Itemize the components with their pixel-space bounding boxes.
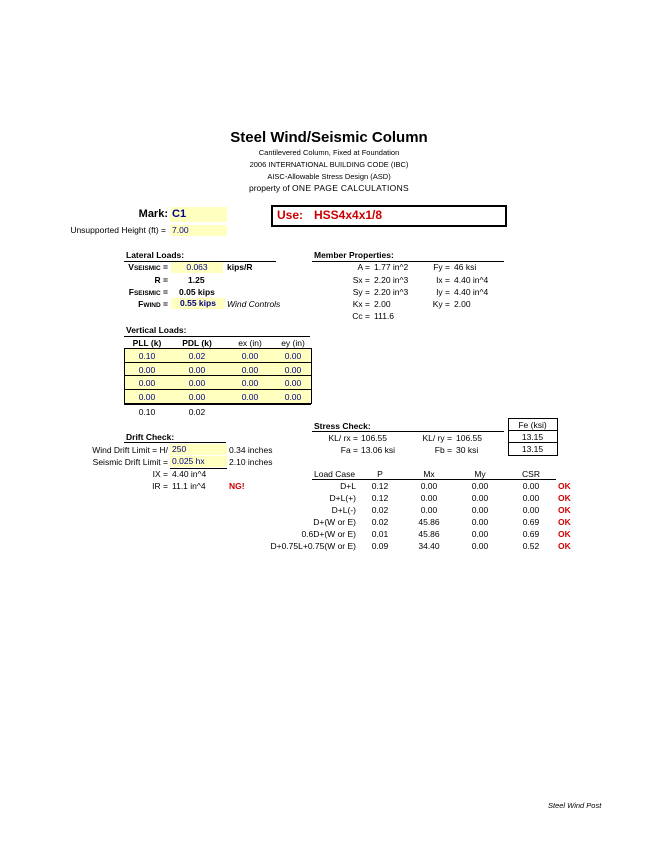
kl-ry-value: 106.55	[456, 433, 482, 443]
lc-mx: 34.40	[418, 541, 440, 551]
subtitle-method: AISC-Allowable Stress Design (ASD)	[267, 172, 391, 181]
vl-total-pdl: 0.02	[188, 407, 206, 417]
lc-p: 0.12	[371, 493, 389, 503]
prop-iy-label: Iy =	[436, 287, 450, 297]
drift-check-heading: Drift Check:	[126, 432, 175, 442]
prop-sx-label: Sx =	[352, 275, 370, 285]
lc-my: 0.00	[471, 517, 489, 527]
prop-cc-label: Cc =	[352, 311, 370, 321]
lc-status: OK	[558, 493, 571, 503]
lc-my: 0.00	[471, 505, 489, 515]
mark-input[interactable]: C1	[170, 207, 227, 222]
lc-p: 0.12	[371, 481, 389, 491]
fe-row-rule	[508, 430, 557, 431]
lc-p: 0.01	[371, 529, 389, 539]
lc-case: D+L(+)	[329, 493, 356, 503]
lc-header-p: P	[377, 469, 383, 479]
lc-p: 0.09	[371, 541, 389, 551]
lc-case: D+L(-)	[331, 505, 356, 515]
property-prefix: property of	[249, 183, 292, 193]
vl-cell[interactable]: 0.00	[241, 392, 259, 402]
lc-csr: 0.69	[522, 517, 540, 527]
prop-kx-label: Kx =	[352, 299, 370, 309]
ir-ng-flag: NG!	[229, 481, 245, 491]
prop-ix-value: 4.40 in^4	[454, 275, 489, 285]
vl-cell[interactable]: 0.00	[138, 392, 156, 402]
ir-value: 11.1 in^4	[172, 481, 206, 491]
wind-drift-result: 0.34 inches	[229, 445, 273, 455]
col-header-pdl: PDL (k)	[182, 338, 212, 348]
use-section: HSS4x4x1/8	[314, 208, 383, 222]
lc-csr: 0.00	[522, 505, 540, 515]
prop-fy-value: 46 ksi	[454, 262, 477, 272]
col-header-ey: ey (in)	[281, 338, 305, 348]
use-box	[271, 205, 507, 227]
lc-status: OK	[558, 529, 571, 539]
lc-csr: 0.69	[522, 529, 540, 539]
lc-mx: 0.00	[420, 493, 438, 503]
vl-cell[interactable]: 0.00	[284, 392, 302, 402]
r-label: R =	[154, 275, 168, 285]
lc-csr: 0.52	[522, 541, 540, 551]
vl-cell[interactable]: 0.00	[241, 378, 259, 388]
ix-label: IX =	[152, 469, 168, 479]
lc-case: 0.6D+(W or E)	[301, 529, 356, 539]
lc-mx: 0.00	[420, 481, 438, 491]
vl-total-pll: 0.10	[138, 407, 156, 417]
stress-check-heading: Stress Check:	[314, 421, 371, 431]
vertical-heading-rule	[124, 336, 310, 337]
vl-cell[interactable]: 0.00	[138, 378, 156, 388]
kl-rx-label: KL/ rx =	[328, 433, 358, 443]
wind-drift-input[interactable]: 250	[170, 444, 227, 455]
v-seismic-input[interactable]: 0.063	[171, 262, 223, 273]
vl-cell[interactable]: 0.00	[284, 351, 302, 361]
fb-label: Fb =	[434, 445, 452, 455]
grid-row-rule	[124, 375, 311, 376]
lc-mx: 0.00	[420, 505, 438, 515]
prop-ix-label: Ix =	[436, 275, 450, 285]
unsupported-height-label: Unsupported Height (ft) =	[70, 225, 166, 235]
r-value: 1.25	[188, 275, 205, 285]
kl-ry-label: KL/ ry =	[422, 433, 452, 443]
footer-label: Steel Wind Post	[548, 801, 602, 810]
lc-csr: 0.00	[522, 481, 540, 491]
v-symbol: V	[128, 262, 134, 272]
fw-sub: WIND	[143, 302, 161, 309]
vl-cell[interactable]: 0.00	[188, 365, 206, 375]
vl-cell[interactable]: 0.10	[138, 351, 156, 361]
prop-cc-value: 111.6	[374, 311, 395, 321]
lc-status: OK	[558, 541, 571, 551]
fs-sub: SEISMIC	[133, 290, 161, 297]
prop-area-value: 1.77 in^2	[374, 262, 409, 272]
lc-header-csr: CSR	[522, 469, 540, 479]
fb-value: 30 ksi	[456, 445, 479, 455]
drift-heading-rule	[124, 442, 226, 443]
fe-value: 13.15	[521, 432, 544, 442]
property-line	[0, 184, 658, 193]
vl-cell[interactable]: 0.00	[284, 378, 302, 388]
f-wind-value: 0.55 kips	[171, 298, 225, 309]
fs-symbol: F	[128, 287, 134, 297]
lc-my: 0.00	[471, 541, 489, 551]
col-header-pll: PLL (k)	[132, 338, 162, 348]
prop-ky-label: Ky =	[432, 299, 450, 309]
vl-cell[interactable]: 0.02	[188, 351, 206, 361]
lc-header-my: My	[474, 469, 486, 479]
ir-label: IR =	[152, 481, 168, 491]
wind-drift-label: Wind Drift Limit = H/	[92, 445, 168, 455]
lateral-loads-heading: Lateral Loads:	[126, 250, 185, 260]
wind-controls-note: Wind Controls	[227, 299, 281, 309]
fe-value: 13.15	[521, 444, 544, 454]
subtitle-support: Cantilevered Column, Fixed at Foundation	[258, 148, 400, 157]
prop-iy-value: 4.40 in^4	[454, 287, 489, 297]
lc-my: 0.00	[471, 529, 489, 539]
subtitle-code: 2006 INTERNATIONAL BUILDING CODE (IBC)	[249, 160, 409, 169]
vl-cell[interactable]: 0.00	[188, 392, 206, 402]
fe-row-rule	[508, 442, 557, 443]
member-properties-heading: Member Properties:	[314, 250, 394, 260]
prop-fy-label: Fy =	[433, 262, 450, 272]
v-seismic-label: VSEISMIC =	[128, 262, 168, 272]
property-brand: ONE PAGE CALCULATIONS	[292, 183, 409, 193]
grid-row-rule	[124, 389, 311, 390]
stress-heading-rule	[312, 431, 504, 432]
lc-mx: 45.86	[418, 517, 440, 527]
prop-area-label: A =	[357, 262, 370, 272]
lc-case: D+(W or E)	[313, 517, 356, 527]
fa-value: 13.06 ksi	[361, 445, 396, 455]
vl-cell[interactable]: 0.00	[241, 365, 259, 375]
seismic-drift-label: Seismic Drift Limit =	[92, 457, 168, 467]
vl-cell[interactable]: 0.00	[284, 365, 302, 375]
lc-mx: 45.86	[418, 529, 440, 539]
f-seismic-value: 0.05 kips	[179, 287, 215, 297]
lc-case: D+0.75L+0.75(W or E)	[270, 541, 356, 551]
vertical-loads-heading: Vertical Loads:	[126, 325, 187, 335]
lc-my: 0.00	[471, 481, 489, 491]
page-title: Steel Wind/Seismic Column	[230, 129, 428, 146]
lc-header-mx: Mx	[423, 469, 435, 479]
f-seismic-label: FSEISMIC =	[128, 287, 168, 297]
lc-header-rule	[312, 479, 556, 480]
v-sub: SEISMIC	[133, 265, 161, 272]
prop-sy-label: Sy =	[352, 287, 370, 297]
mark-label: Mark:	[138, 208, 168, 220]
ix-value: 4.40 in^4	[172, 469, 207, 479]
unsupported-height-input[interactable]: 7.00	[170, 225, 227, 236]
use-label: Use:	[277, 208, 304, 222]
lc-status: OK	[558, 481, 571, 491]
fw-symbol: F	[138, 299, 144, 309]
lc-p: 0.02	[371, 505, 389, 515]
fe-heading: Fe (ksi)	[518, 420, 547, 430]
lc-header-case: Load Case	[314, 469, 356, 479]
lc-status: OK	[558, 517, 571, 527]
seismic-drift-input[interactable]: 0.025 hx	[170, 456, 227, 467]
prop-ky-value: 2.00	[454, 299, 471, 309]
v-seismic-unit: kips/R	[227, 262, 253, 272]
fa-label: Fa =	[340, 445, 358, 455]
lc-p: 0.02	[371, 517, 389, 527]
grid-bottom-rule	[124, 403, 311, 405]
vl-cell[interactable]: 0.00	[138, 365, 156, 375]
lc-status: OK	[558, 505, 571, 515]
prop-sx-value: 2.20 in^3	[374, 275, 409, 285]
lc-csr: 0.00	[522, 493, 540, 503]
seismic-drift-result: 2.10 inches	[229, 457, 273, 467]
prop-sy-value: 2.20 in^3	[374, 287, 409, 297]
prop-kx-value: 2.00	[374, 299, 391, 309]
vl-cell[interactable]: 0.00	[241, 351, 259, 361]
vl-cell[interactable]: 0.00	[188, 378, 206, 388]
grid-row-rule	[124, 362, 311, 363]
kl-rx-value: 106.55	[361, 433, 387, 443]
f-wind-label: FWIND =	[138, 299, 168, 309]
lc-my: 0.00	[471, 493, 489, 503]
col-header-ex: ex (in)	[238, 338, 262, 348]
lc-case: D+L	[340, 481, 356, 491]
